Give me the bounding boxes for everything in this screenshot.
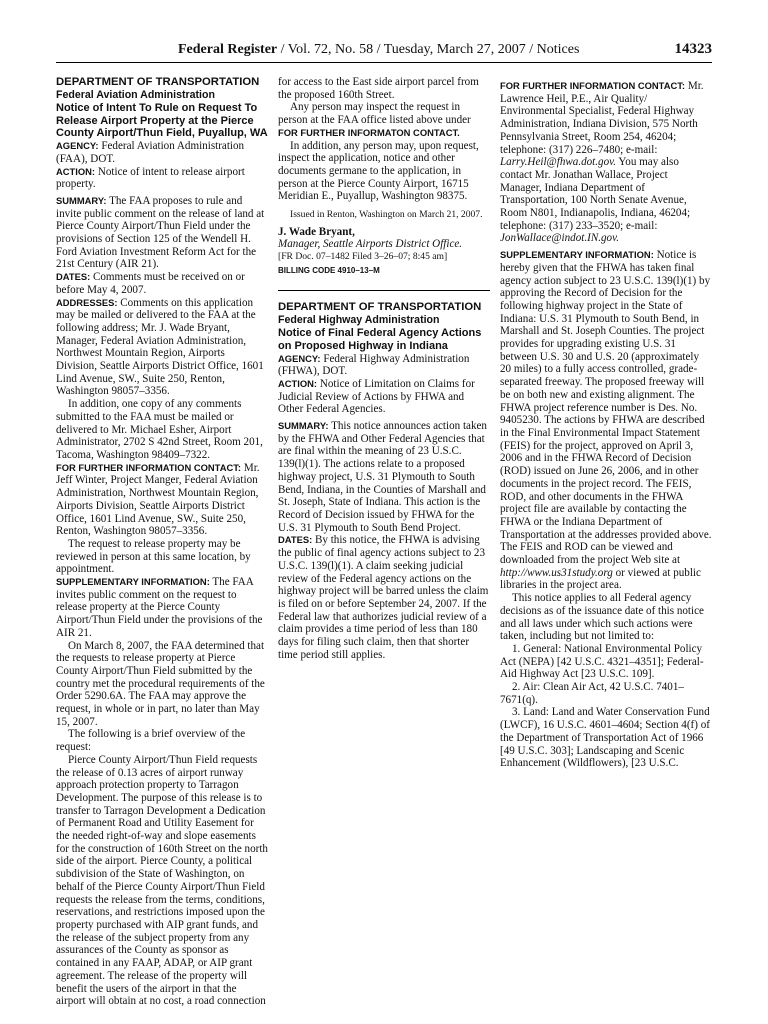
issue-details: / Vol. 72, No. 58 / Tuesday, March 27, 2007 / Notices	[277, 42, 580, 57]
page-header	[56, 40, 712, 63]
inspect-request-label: FOR FURTHER INFORMATON CONTACT.	[278, 126, 460, 138]
agency-label: AGENCY:	[56, 140, 99, 152]
agency-section-2-text: Federal Highway Administration (FHWA), DOT.	[278, 352, 470, 378]
contact-text-2b: You may also contact Mr. Jonathan Wallace, Project Manager, Indiana Department of Transportation, 100 North Senate Avenue, Room N801, Indianapolis, Indiana, 46204; telephone: (317) 233–3520; e-mail:	[500, 156, 691, 232]
column-3	[500, 76, 712, 770]
supplementary-text-2-end: or viewed at public libraries in the project area.	[500, 566, 701, 592]
contact-email-link[interactable]: JonWallace@indot.IN.gov.	[500, 232, 619, 245]
page-number: 14323	[674, 41, 712, 57]
signer-name	[278, 226, 490, 239]
supplementary-label-2: SUPPLEMENTARY INFORMATION:	[500, 249, 654, 261]
law-list-item: 2. Air: Clean Air Act, 42 U.S.C. 7401–7671(q).	[500, 681, 684, 706]
supplementary-paragraph: The following is a brief overview of the request:	[56, 728, 246, 754]
action-section-2-label: ACTION:	[278, 377, 318, 389]
contact-section-2	[500, 80, 712, 245]
supplementary-text-2: Notice is hereby given that the FHWA has taken final agency action subject to 23 U.S.C. 139(l)(1) by approving the Record of Decision for the following highway project in the State of Indiana: U.S. 31 Plymouth to South Bend, in Marshall and St. Joseph Counties. The project provides for upgrading existing U.S. 31 between U.S. 30 and U.S. 20 (approximately 20 miles) to a fully access controlled, grade-separated freeway. The proposed freeway will be on both new and existing alignment. The FHWA project reference number is Des. No. 9405230. The actions by FHWA are described in the Final Environmental Impact Statement (FEIS) for the project, approved on April 3, 2006 and in the FHWA Record of Decision (ROD) issued on June 26, 2006, and in other documents in the project record. The FEIS, ROD, and other documents in the FHWA project file are available by contacting the FHWA or the Indiana Department of Transportation at the addresses provided above. The FEIS and ROD can be viewed and downloaded from the project Web site at	[500, 249, 712, 567]
request-overview-paragraph: Pierce County Airport/Thun Field requests the release of 0.13 acres of airport runway approach protection property to Tarragon Development. The purpose of this release is to transfer to Tarragon Development a Dedication of Permanent Road and Utility Easement for the needed right-of-way and slope easements for the construction of 160th Street on the north side of the airport. Pierce County, a political subdivision of the State of Washington, on behalf of the Pierce County Airport/Thun Field requests the release from the terms, conditions, reservations, and restrictions imposed upon the property purchased with AIP grant funds, and the release of the subject property from any assurances of the County as sponsor as contained in any FAAP, ADAP, or AIP grant agreement. The release of the property will benefit the users of the airport in that the airport will obtain at no cost, a road connection	[56, 753, 268, 1008]
summary-section-2-label: SUMMARY:	[278, 420, 329, 432]
action-section	[56, 166, 268, 191]
agency-section-2	[278, 353, 490, 378]
dates-text: Comments must be received on or before May 4, 2007.	[56, 271, 245, 296]
column-2	[278, 76, 490, 661]
supplementary-section-2	[500, 249, 712, 592]
department-heading: DEPARTMENT OF TRANSPORTATION	[56, 76, 260, 88]
action-section-2-text: Notice of Limitation on Claims for Judicial Review of Actions by FHWA and Other Federal Agencies.	[278, 377, 475, 416]
project-website-link[interactable]: http://www.us31study.org	[500, 566, 613, 579]
contact-section	[56, 462, 268, 538]
agency-heading-2: Federal Highway Administration	[278, 314, 440, 327]
signer-title	[278, 238, 490, 251]
law-list-item: 3. Land: Land and Water Conservation Fund (LWCF), 16 U.S.C. 4601–4604; Section 4(f) of the Department of Transportation Act of 1966 [49 U.S.C. 303]; Landscaping and Scenic Enhancement (Wildflowers), [23 U.S.C.	[500, 706, 710, 770]
law-list-item: 1. General: National Environmental Policy Act (NEPA) [42 U.S.C. 4321–4351]; Federal-Aid Highway Act [23 U.S.C. 109].	[500, 642, 704, 681]
contact-text: Mr. Jeff Winter, Project Manger, Federal Aviation Administration, Northwest Mountain Region, Airports Division, Seattle Airports District Office, 1601 Lind Avenue, SW., Suite 250, Renton, Washington 98057–3356.	[56, 461, 260, 538]
action-label: ACTION:	[56, 165, 96, 177]
signer-title-text: Manager, Seattle Airports District Office.	[278, 238, 463, 251]
supplementary-paragraph: On March 8, 2007, the FAA determined that the requests to release property at Pierce County Airport/Thun Field submitted by the country met the procedural requirements of the Order 5290.6A. The FAA may approve the request, in whole or in part, no later than May 15, 2007.	[56, 639, 265, 728]
notice-title: Notice of Intent To Rule on Request To Release Airport Property at the Pierce County Airport/Thun Field, Puyallup, WA	[56, 102, 268, 140]
addresses-paragraph: In addition, one copy of any comments submitted to the FAA must be mailed or delivered to Mr. Michael Esher, Airport Administrator, 2702 S 42nd Street, Room 201, Tacoma, Washington 98409–7322.	[56, 398, 263, 461]
addresses-label: ADDRESSES:	[56, 296, 118, 308]
inspect-application-paragraph: In addition, any person may, upon request, inspect the application, notice and other documents germane to the application, in person at the Pierce County Airport, 16715 Meridian E., Puyallup, Washington 98375.	[278, 139, 479, 203]
fr-doc-line: [FR Doc. 07–1482 Filed 3–26–07; 8:45 am]	[278, 250, 448, 262]
column-1	[56, 76, 268, 1008]
dates-section-2-text: By this notice, the FHWA is advising the public of final agency actions subject to 23 U.S.C. 139(l)(1). A claim seeking judicial review of the Federal agency actions on the highway project will be barred unless the claim is filed on or before September 24, 2007. If the Federal law that authorizes judicial review of a claim provides a time period of less than 180 days for filing such claim, then that shorter time period still applies.	[278, 534, 489, 661]
request-overview-continued: for access to the East side airport parcel from the proposed 160th Street.	[278, 76, 479, 101]
addresses-section	[56, 297, 268, 399]
action-text: Notice of intent to release airport property.	[56, 165, 245, 191]
summary-label: SUMMARY:	[56, 194, 107, 206]
notice-title-2: Notice of Final Federal Agency Actions on Proposed Highway in Indiana	[278, 327, 482, 352]
applicability-paragraph: This notice applies to all Federal agency decisions as of the issuance date of this notice and all laws under which such actions were taken, including but not limited to:	[500, 592, 704, 643]
running-head	[178, 42, 579, 58]
dates-section-2	[278, 534, 490, 661]
contact-label: FOR FURTHER INFORMATION CONTACT:	[56, 461, 242, 473]
inspect-request-text: Any person may inspect the request in person at the FAA office listed above under	[278, 101, 471, 127]
addresses-text: Comments on this application may be mailed or delivered to the FAA at the following address; Mr. J. Wade Bryant, Manager, Federal Aviation Administration, Northwest Mountain Region, Airports Division, Seattle Airports District Office, 1601 Lind Avenue, SW., Suite 250, Renton, Washington 98057–3356.	[56, 296, 264, 398]
contact-text-2: Mr. Lawrence Heil, P.E., Air Quality/ Environmental Specialist, Federal Highway Administration, Indiana Division, 575 North Pennsylvania Street, Room 254, 46204; telephone: (317) 226–7480; e-mail:	[500, 80, 704, 156]
section-separator	[278, 290, 490, 291]
agency-heading: Federal Aviation Administration	[56, 89, 215, 101]
publication-name: Federal Register	[178, 42, 278, 57]
summary-section-2-text: This notice announces action taken by the FHWA and Other Federal Agencies that are final within the meaning of 23 U.S.C. 139(l)(1). The actions relate to a proposed highway project, U.S. 31 Plymouth to South Bend, Indiana, in the Counties of Marshall and St. Joseph, State of Indiana. This action is the Record of Decision issued by FHWA for the U.S. 31 Plymouth to South Bend Project.	[278, 420, 487, 534]
department-heading-2: DEPARTMENT OF TRANSPORTATION	[278, 301, 482, 314]
dates-section-2-label: DATES:	[278, 534, 313, 546]
billing-code: BILLING CODE 4910–13–M	[278, 266, 380, 276]
issued-line: Issued in Renton, Washington on March 21, 2007.	[290, 209, 483, 221]
action-section-2	[278, 378, 490, 416]
dates-section	[56, 271, 268, 296]
contact-label-2: FOR FURTHER INFORMATION CONTACT:	[500, 80, 686, 91]
signer-name-text: J. Wade Bryant,	[278, 225, 355, 238]
agency-section	[56, 140, 268, 165]
supplementary-text: The FAA invites public comment on the request to release property at the Pierce County Airport/Thun Field under the provisions of the AIR 21.	[56, 576, 263, 639]
inspect-request-paragraph	[278, 101, 490, 139]
supplementary-section	[56, 576, 268, 640]
contact-paragraph: The request to release property may be reviewed in person at this same location, by appointment.	[56, 537, 251, 576]
summary-section	[56, 195, 268, 271]
dates-label: DATES:	[56, 271, 91, 283]
agency-section-2-label: AGENCY:	[278, 352, 321, 364]
contact-email-link[interactable]: Larry.Heil@fhwa.dot.gov.	[500, 156, 617, 169]
supplementary-label: SUPPLEMENTARY INFORMATION:	[56, 576, 210, 588]
summary-text: The FAA proposes to rule and invite public comment on the release of land at Pierce County Airport/Thun Field under the provisions of Section 125 of the Wendell H. Ford Aviation Investment Reform Act for the 21st Century (AIR 21).	[56, 194, 265, 271]
agency-text: Federal Aviation Administration (FAA), DOT.	[56, 140, 245, 165]
summary-section-2	[278, 420, 490, 534]
